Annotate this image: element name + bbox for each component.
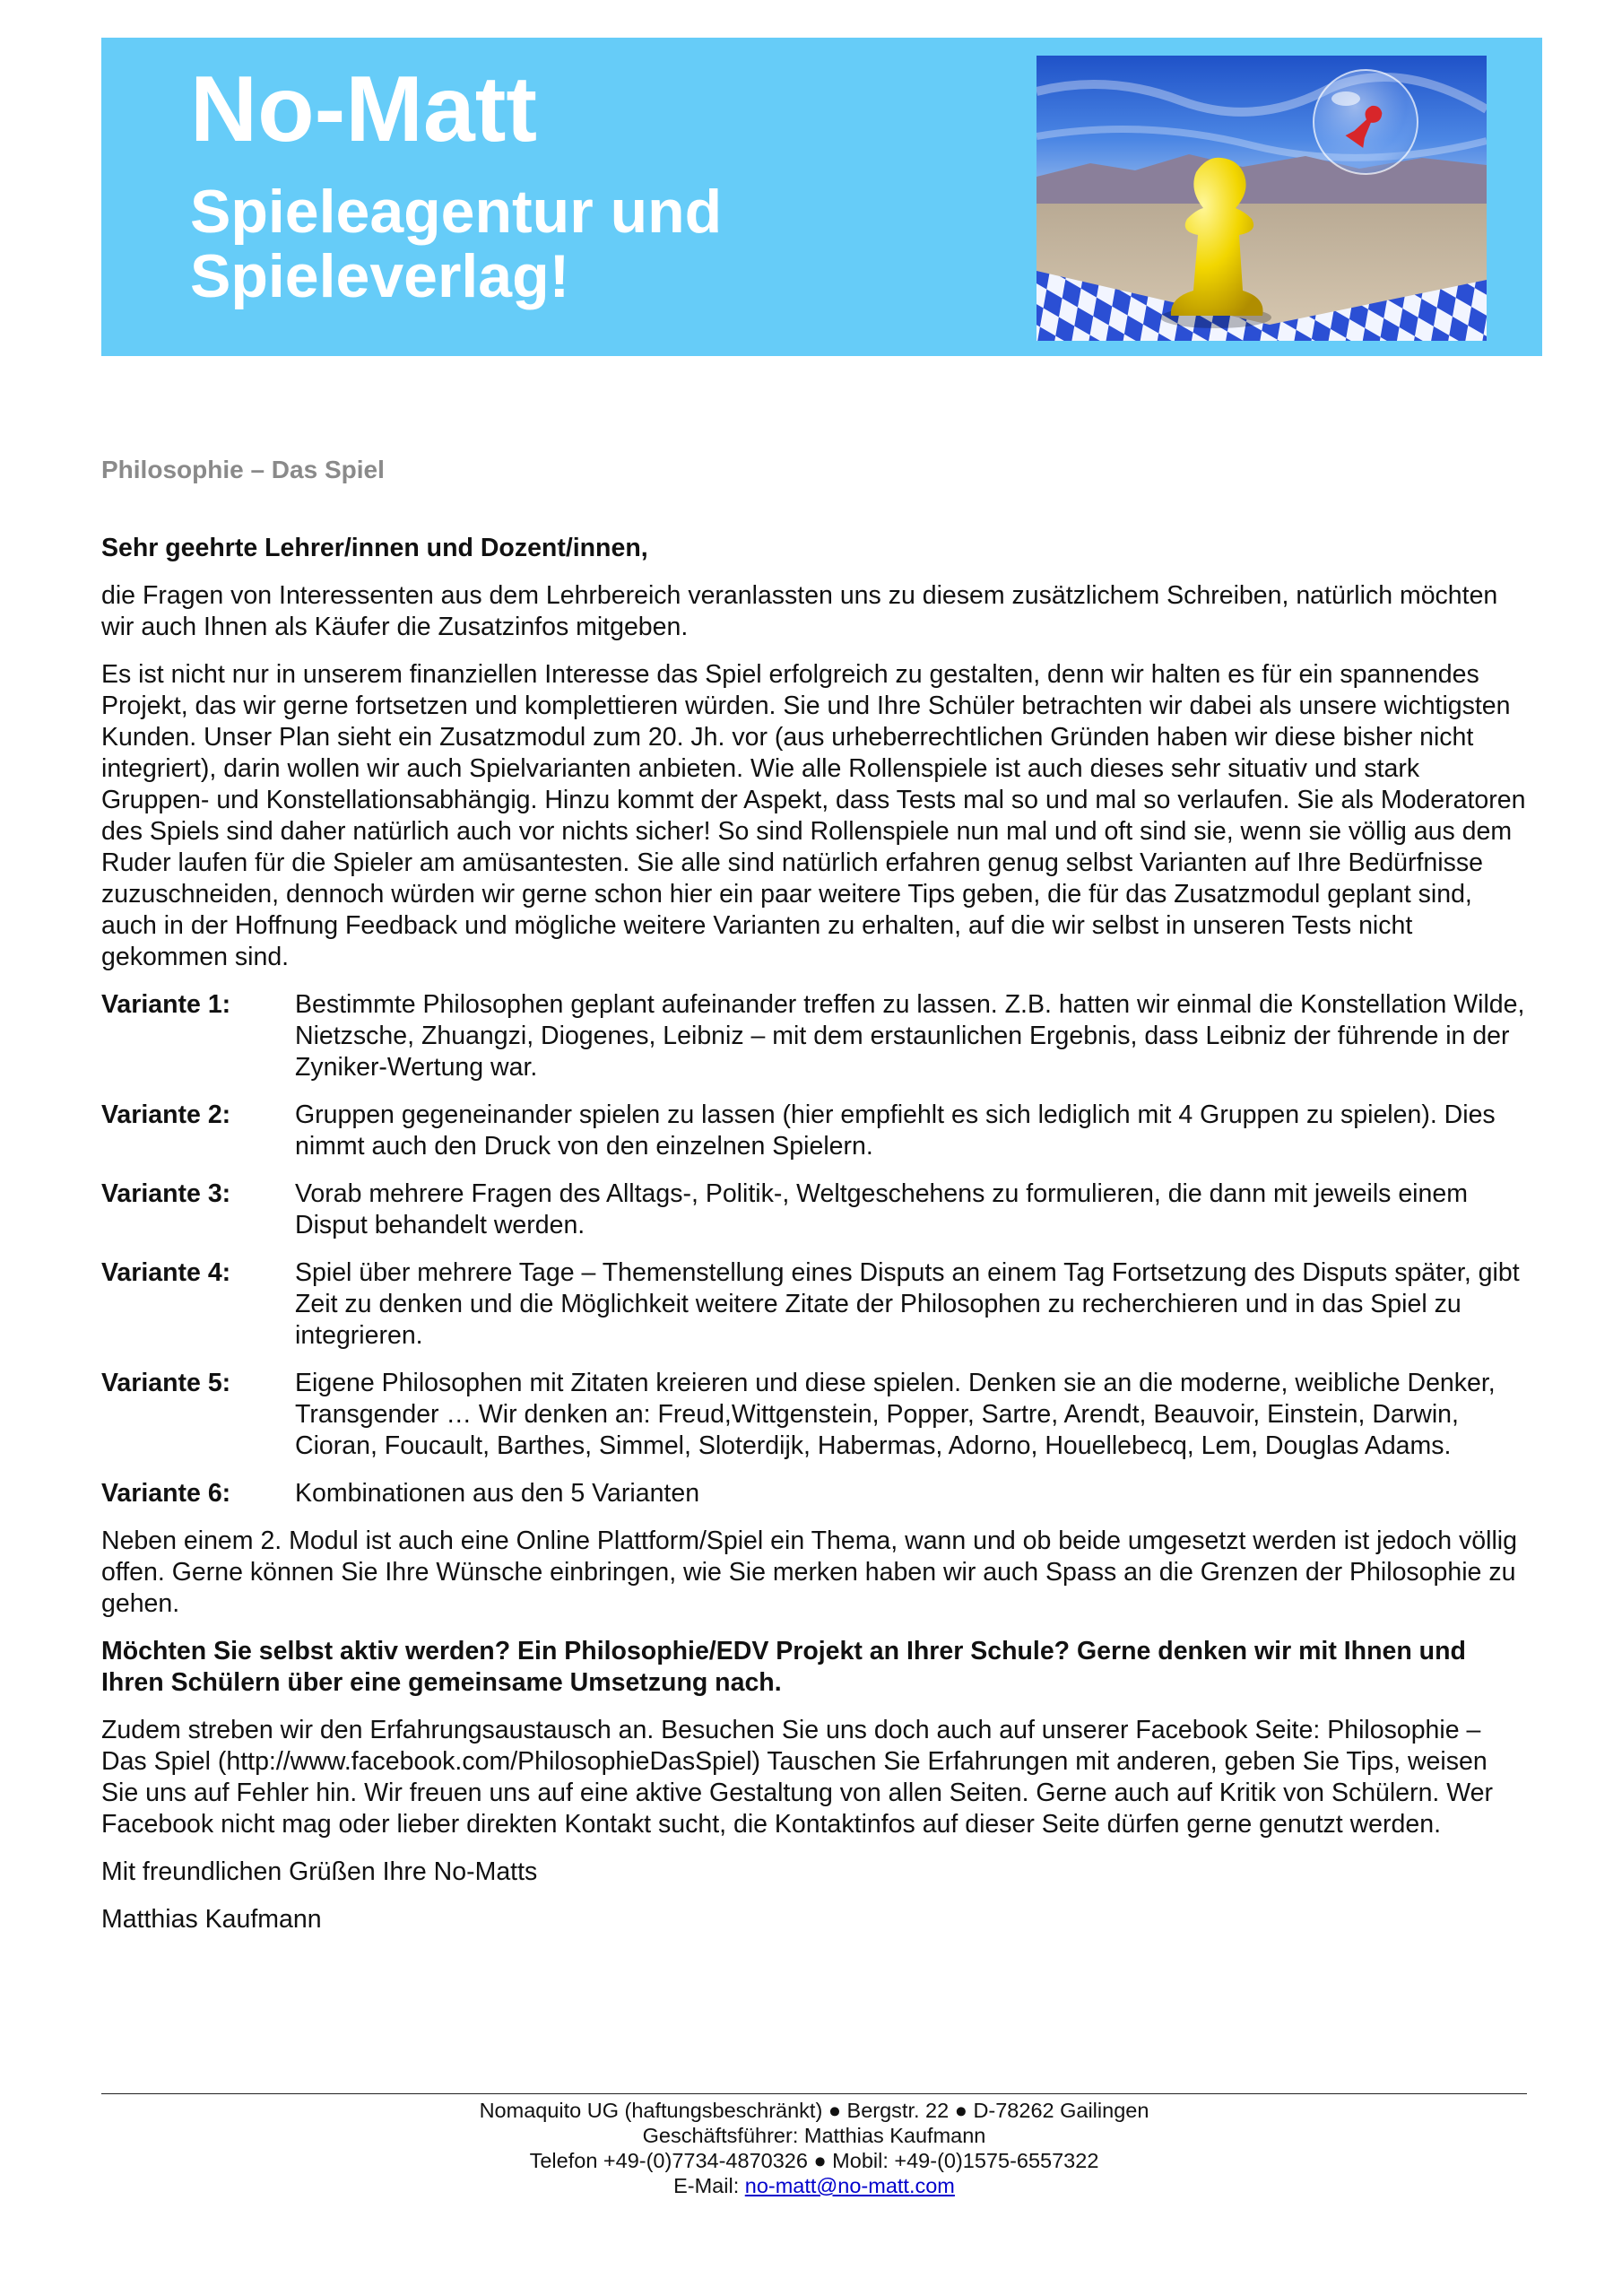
- variant-item-1: [101, 989, 1527, 1083]
- variant-label: Variante 4:: [101, 1258, 231, 1287]
- variant-label: Variante 1:: [101, 990, 231, 1019]
- brand-name: No-Matt: [190, 57, 538, 161]
- variant-text: Gruppen gegeneinander spielen zu lassen (hier empfiehlt es sich lediglich mit 4 Gruppen zu spielen). Dies nimmt auch den Druck von den einzelnen Spielern.: [295, 1100, 1496, 1161]
- variant-label: Variante 6:: [101, 1479, 231, 1508]
- footer-manager-line: Geschäftsführer: Matthias Kaufmann: [642, 2124, 986, 2147]
- pawn-scene-graphic: [1037, 56, 1487, 341]
- intro-paragraph: die Fragen von Interessenten aus dem Lehrbereich veranlassten uns zu diesem zusätzlichem Schreiben, natürlich möchten wir auch Ihnen als Käufer die Zusatzinfos mitgeben.: [101, 581, 1498, 641]
- footer-email-line: [101, 2173, 1527, 2198]
- footer-divider: [101, 2093, 1527, 2094]
- game-pawn-illustration: [1037, 56, 1487, 341]
- modules-paragraph: Neben einem 2. Modul ist auch eine Online Plattform/Spiel ein Thema, wann und ob beide umgesetzt werden ist jedoch völlig offen. Gerne können Sie Ihre Wünsche einbringen, wie Sie merken haben wir auch Spass an die Grenzen der Philosophie zu gehen.: [101, 1526, 1517, 1618]
- variant-label: Variante 3:: [101, 1179, 231, 1208]
- variant-item-2: [101, 1100, 1527, 1162]
- closing-line: Mit freundlichen Grüßen Ihre No-Matts: [101, 1857, 538, 1886]
- variant-item-6: [101, 1478, 1527, 1509]
- header-banner: [101, 38, 1542, 356]
- variant-text: Bestimmte Philosophen geplant aufeinander treffen zu lassen. Z.B. hatten wir einmal die Konstellation Wilde, Nietzsche, Zhuangzi, Diogenes, Leibniz – mit dem erstaunlichen Ergebnis, dass Leibniz der führende in der Zyniker-Wertung war.: [295, 990, 1525, 1082]
- exchange-paragraph: Zudem streben wir den Erfahrungsaustausch an. Besuchen Sie uns doch auch auf unserer Facebook Seite: Philosophie – Das Spiel (http://www.facebook.com/PhilosophieDasSpiel) Tauschen Sie Erfahrungen mit anderen, geben Sie Tips, weisen Sie uns auf Fehler hin. Wir freuen uns auf eine aktive Gestaltung von allen Seiten. Gerne auch auf Kritik von Schülern. Wer Facebook nicht mag oder lieber direkten Kontakt sucht, die Kontaktinfos auf dieser Seite dürfen gerne genutzt werden.: [101, 1716, 1493, 1839]
- email-link[interactable]: no-matt@no-matt.com: [744, 2174, 955, 2197]
- variant-text: Kombinationen aus den 5 Varianten: [295, 1479, 700, 1508]
- variant-item-5: [101, 1368, 1527, 1462]
- letter-body: [101, 533, 1527, 1952]
- variants-list: [101, 989, 1527, 1509]
- footer: [101, 2098, 1527, 2198]
- body-paragraph: Es ist nicht nur in unserem finanziellen Interesse das Spiel erfolgreich zu gestalten, denn wir halten es für ein spannendes Projekt, das wir gerne fortsetzen und komplettieren würden. Sie und Ihre Schüler betrachten wir dabei als unsere wichtigsten Kunden. Unser Plan sieht ein Zusatzmodul zum 20. Jh. vor (aus urheberrechtlichen Gründen haben wir diese bisher nicht integriert), darin wollen wir auch Spielvarianten anbieten. Wie alle Rollenspiele ist auch dieses sehr situativ und stark Gruppen- und Konstellationsabhängig. Hinzu kommt der Aspekt, dass Tests mal so und mal so verlaufen. Sie als Moderatoren des Spiels sind daher natürlich auch vor nichts sicher! So sind Rollenspiele nun mal und oft sind sie, wenn sie völlig aus dem Ruder laufen für die Spieler am amüsantesten. Sie alle sind natürlich erfahren genug selbst Varianten auf Ihre Bedürfnisse zuzuschneiden, dennoch würden wir gerne schon hier ein paar weitere Tips geben, die für das Zusatzmodul geplant sind, auch in der Hoffnung Feedback und mögliche weitere Varianten zu erhalten, auf die wir selbst in unseren Tests nicht gekommen sind.: [101, 660, 1526, 971]
- variant-label: Variante 2:: [101, 1100, 231, 1129]
- callout-paragraph: Möchten Sie selbst aktiv werden? Ein Philosophie/EDV Projekt an Ihrer Schule? Gerne denken wir mit Ihnen und Ihren Schülern über eine gemeinsame Umsetzung nach.: [101, 1637, 1466, 1697]
- brand-tagline: Spieleagentur und Spieleverlag!: [190, 178, 723, 311]
- variant-item-4: [101, 1257, 1527, 1352]
- footer-phone-line: Telefon +49-(0)7734-4870326 ● Mobil: +49-(0)1575-6557322: [529, 2149, 1099, 2172]
- variant-text: Spiel über mehrere Tage – Themenstellung eines Disputs an einem Tag Fortsetzung des Disputs später, gibt Zeit zu denken und die Möglichkeit weitere Zitate der Philosophen zu recherchieren und in das Spiel zu integrieren.: [295, 1258, 1520, 1350]
- variant-item-3: [101, 1178, 1527, 1241]
- variant-text: Eigene Philosophen mit Zitaten kreieren und diese spielen. Denken sie an die moderne, weibliche Denker, Transgender … Wir denken an: Freud,Wittgenstein, Popper, Sartre, Arendt, Beauvoir, Einstein, Darwin, Cioran, Foucault, Barthes, Simmel, Sloterdijk, Habermas, Adorno, Houellebecq, Lem, Douglas Adams.: [295, 1369, 1496, 1460]
- variant-label: Variante 5:: [101, 1369, 231, 1397]
- variant-text: Vorab mehrere Fragen des Alltags-, Politik-, Weltgeschehens zu formulieren, die dann mit jeweils einem Disput behandelt werden.: [295, 1179, 1468, 1239]
- email-label: E-Mail:: [673, 2174, 745, 2197]
- document-title: Philosophie – Das Spiel: [101, 456, 385, 483]
- salutation: Sehr geehrte Lehrer/innen und Dozent/innen,: [101, 534, 648, 562]
- signature: Matthias Kaufmann: [101, 1905, 322, 1934]
- footer-company-line: Nomaquito UG (haftungsbeschränkt) ● Bergstr. 22 ● D-78262 Gailingen: [479, 2099, 1149, 2122]
